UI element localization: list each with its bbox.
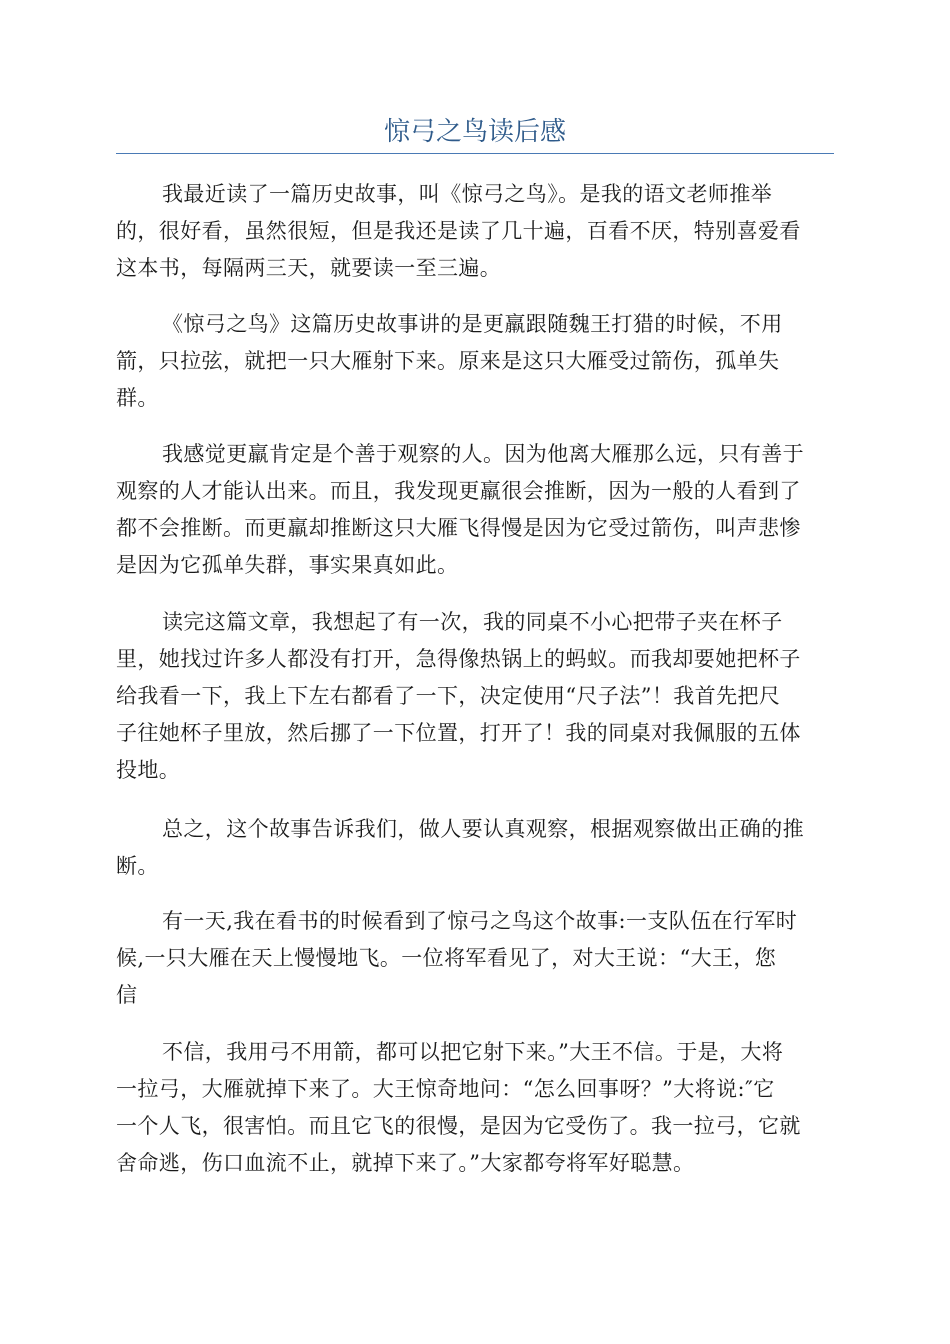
paragraph-line: 子往她杯子里放，然后挪了一下位置，打开了！我的同桌对我佩服的五体	[116, 721, 801, 745]
paragraph-line: 《惊弓之鸟》这篇历史故事讲的是更羸跟随魏王打猎的时候，不用	[162, 312, 783, 336]
paragraph-line: 我最近读了一篇历史故事，叫《惊弓之鸟》。是我的语文老师推举	[162, 182, 773, 206]
paragraph-4	[116, 604, 834, 789]
paragraph-line: 给我看一下，我上下左右都看了一下，决定使用“尺子法”！我首先把尺	[116, 684, 781, 708]
title-underline	[116, 153, 834, 154]
paragraph-line: 信	[116, 983, 138, 1007]
paragraph-line: 候,一只大雁在天上慢慢地飞。一位将军看见了，对大王说：“大王，您	[116, 946, 777, 970]
paragraph-line: 一拉弓，大雁就掉下来了。大王惊奇地问：“怎么回事呀？”大将说:″它	[116, 1077, 775, 1101]
paragraph-5	[116, 811, 834, 885]
paragraph-line: 箭，只拉弦，就把一只大雁射下来。原来是这只大雁受过箭伤，孤单失	[116, 349, 780, 373]
paragraph-line: 都不会推断。而更羸却推断这只大雁飞得慢是因为它受过箭伤，叫声悲惨	[116, 516, 801, 540]
paragraph-line: 不信，我用弓不用箭，都可以把它射下来。”大王不信。于是，大将	[162, 1040, 784, 1064]
paragraph-line: 群。	[116, 386, 159, 410]
paragraph-line: 我感觉更羸肯定是个善于观察的人。因为他离大雁那么远，只有善于	[162, 442, 804, 466]
paragraph-3	[116, 436, 834, 584]
paragraph-line: 一个人飞，很害怕。而且它飞的很慢，是因为它受伤了。我一拉弓，它就	[116, 1114, 801, 1138]
paragraph-line: 读完这篇文章，我想起了有一次，我的同桌不小心把带子夹在杯子	[162, 610, 783, 634]
paragraph-1	[116, 176, 834, 287]
paragraph-line: 断。	[116, 854, 159, 878]
paragraph-line: 的，很好看，虽然很短，但是我还是读了几十遍，百看不厌，特别喜爱看	[116, 219, 801, 243]
paragraph-line: 投地。	[116, 758, 181, 782]
paragraph-line: 总之，这个故事告诉我们，做人要认真观察，根据观察做出正确的推	[162, 817, 804, 841]
paragraph-6	[116, 903, 834, 1014]
paragraph-2	[116, 306, 834, 417]
document-title: 惊弓之鸟读后感	[383, 117, 566, 147]
paragraph-line: 有一天,我在看书的时候看到了惊弓之鸟这个故事:一支队伍在行军时	[162, 909, 798, 933]
paragraph-line: 观察的人才能认出来。而且，我发现更羸很会推断，因为一般的人看到了	[116, 479, 801, 503]
paragraph-line: 舍命逃，伤口血流不止，就掉下来了。”大家都夸将军好聪慧。	[116, 1151, 695, 1175]
paragraph-line: 里，她找过许多人都没有打开，急得像热锅上的蚂蚁。而我却要她把杯子	[116, 647, 801, 671]
paragraph-7	[116, 1034, 834, 1182]
paragraph-line: 这本书，每隔两三天，就要读一至三遍。	[116, 256, 502, 280]
paragraph-line: 是因为它孤单失群，事实果真如此。	[116, 553, 459, 577]
